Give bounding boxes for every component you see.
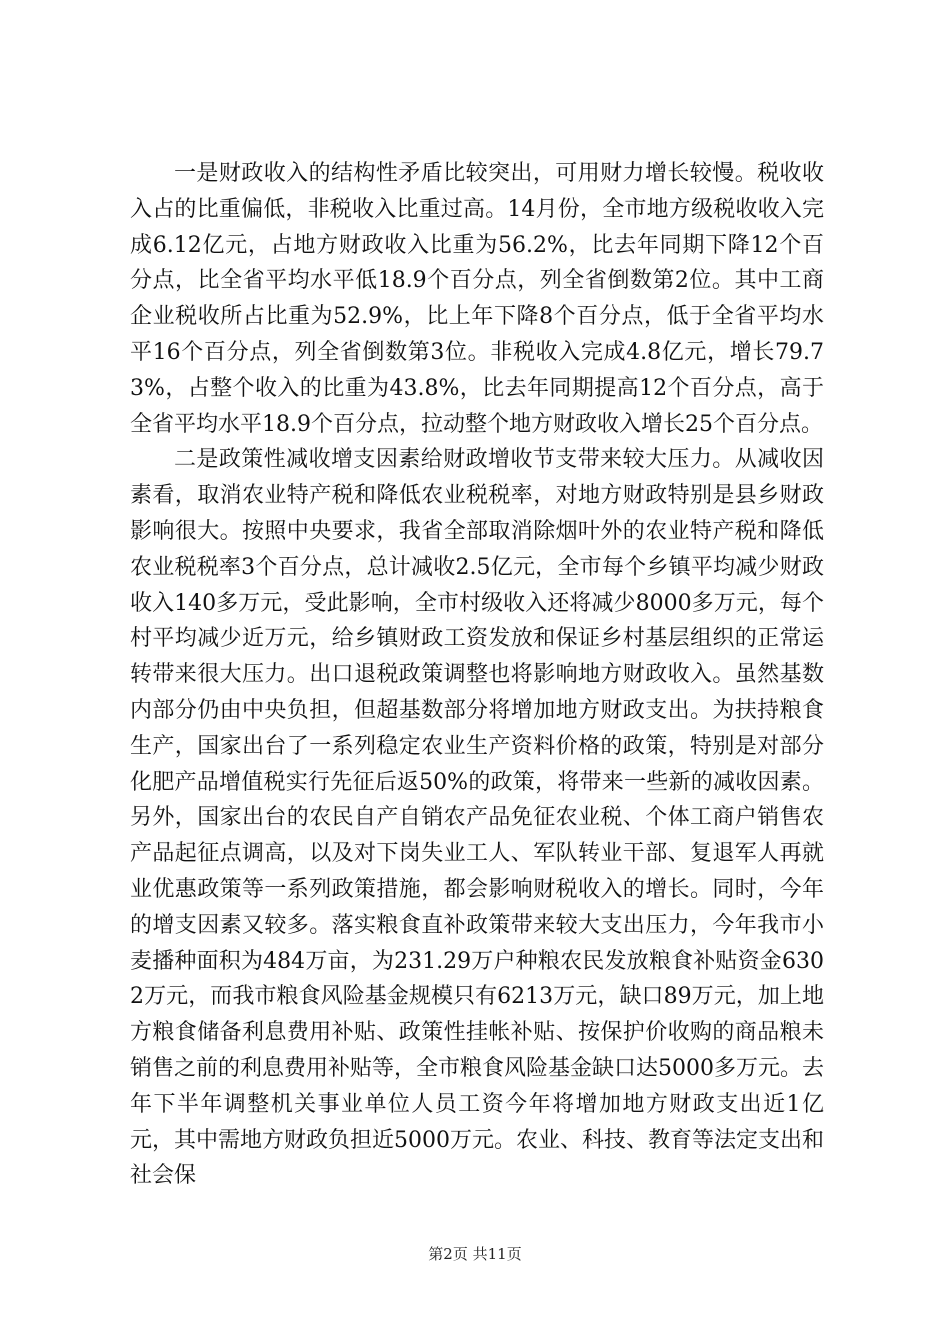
document-body: [130, 156, 824, 1194]
page-footer: [0, 1243, 950, 1264]
page-number: 第2页 共11页: [428, 1245, 522, 1263]
paragraph-2: 二是政策性减收增支因素给财政增收节支带来较大压力。从减收因素看，取消农业特产税和降低农业税税率，对地方财政特别是县乡财政影响很大。按照中央要求，我省全部取消除烟叶外的农业特产税和降低农业税税率3个百分点，总计减收2.5亿元，全市每个乡镇平均减少财政收入140多万元，受此影响，全市村级收入还将减少8000多万元，每个村平均减少近万元，给乡镇财政工资发放和保证乡村基层组织的正常运转带来很大压力。出口退税政策调整也将影响地方财政收入。虽然基数内部分仍由中央负担，但超基数部分将增加地方财政支出。为扶持粮食生产，国家出台了一系列稳定农业生产资料价格的政策，特别是对部分化肥产品增值税实行先征后返50%的政策，将带来一些新的减收因素。另外，国家出台的农民自产自销农产品免征农业税、个体工商户销售农产品起征点调高，以及对下岗失业工人、军队转业干部、复退军人再就业优惠政策等一系列政策措施，都会影响财税收入的增长。同时，今年的增支因素又较多。落实粮食直补政策带来较大支出压力，今年我市小麦播种面积为484万亩，为231.29万户种粮农民发放粮食补贴资金6302万元，而我市粮食风险基金规模只有6213万元，缺口89万元，加上地方粮食储备利息费用补贴、政策性挂帐补贴、按保护价收购的商品粮未销售之前的利息费用补贴等，全市粮食风险基金缺口达5000多万元。去年下半年调整机关事业单位人员工资今年将增加地方财政支出近1亿元，其中需地方财政负担近5000万元。农业、科技、教育等法定支出和社会保: [130, 447, 824, 1189]
paragraph-1: 一是财政收入的结构性矛盾比较突出，可用财力增长较慢。税收收入占的比重偏低，非税收入比重过高。14月份，全市地方级税收收入完成6.12亿元，占地方财政收入比重为56.2%，比去年同期下降12个百分点，比全省平均水平低18.9个百分点，列全省倒数第2位。其中工商企业税收所占比重为52.9%，比上年下降8个百分点，低于全省平均水平16个百分点，列全省倒数第3位。非税收入完成4.8亿元，增长79.73%，占整个收入的比重为43.8%，比去年同期提高12个百分点，高于全省平均水平18.9个百分点，拉动整个地方财政收入增长25个百分点。: [130, 161, 824, 437]
